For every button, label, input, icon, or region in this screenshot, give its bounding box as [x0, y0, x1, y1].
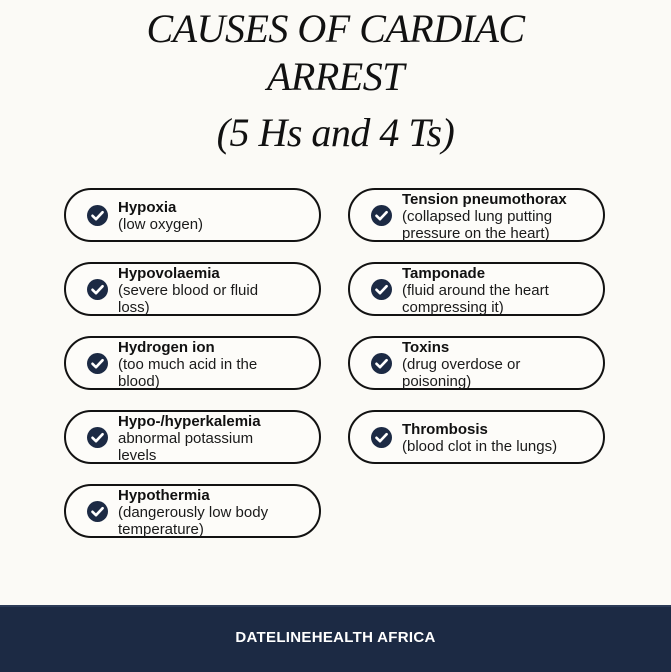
cause-text — [118, 487, 268, 538]
cause-description: (drug overdose or — [402, 356, 521, 373]
cause-description-cont: poisoning) — [402, 373, 472, 390]
cause-description: (severe blood or fluid — [118, 282, 259, 299]
footer-brand: DATELINEHEALTH AFRICA — [235, 629, 436, 646]
title-line-1: CAUSES OF CARDIAC — [146, 6, 525, 51]
cause-description-cont: loss) — [118, 299, 150, 316]
check-circle-icon — [87, 353, 108, 374]
cause-description: (dangerously low body — [118, 504, 269, 521]
check-circle-icon — [87, 427, 108, 448]
cause-item-hypovolaemia — [64, 262, 321, 316]
cause-text — [118, 265, 258, 316]
check-circle-icon — [371, 279, 392, 300]
title-line-3: (5 Hs and 4 Ts) — [216, 110, 455, 155]
cause-item-toxins — [348, 336, 605, 390]
cause-text — [118, 413, 261, 464]
cause-description-cont: temperature) — [118, 521, 204, 538]
cause-description: (blood clot in the lungs) — [402, 438, 558, 455]
cause-description-cont: blood) — [118, 373, 160, 390]
cause-description-cont: pressure on the heart) — [402, 225, 550, 242]
cause-text — [118, 199, 203, 233]
cause-heading: Hydrogen ion — [118, 339, 215, 356]
cause-text — [402, 339, 520, 390]
check-circle-icon — [87, 501, 108, 522]
cause-item-hypo-hyperkalemia — [64, 410, 321, 464]
cause-description: (low oxygen) — [118, 216, 204, 233]
footer-banner — [0, 605, 671, 672]
cause-text — [402, 191, 567, 242]
check-circle-icon — [87, 205, 108, 226]
cause-description-cont: levels — [118, 447, 157, 464]
check-circle-icon — [371, 353, 392, 374]
cause-item-hydrogen-ion — [64, 336, 321, 390]
cause-item-tension-pneumothorax — [348, 188, 605, 242]
cause-description: (too much acid in the — [118, 356, 258, 373]
cause-item-tamponade — [348, 262, 605, 316]
cause-text — [402, 421, 557, 455]
cause-text — [118, 339, 257, 390]
cause-description: (collapsed lung putting — [402, 208, 553, 225]
cause-heading: Tension pneumothorax — [402, 191, 567, 208]
cause-text — [402, 265, 549, 316]
check-circle-icon — [371, 427, 392, 448]
cause-heading: Hypo-/hyperkalemia — [118, 413, 261, 430]
cause-description: (fluid around the heart — [402, 282, 549, 299]
cause-description-cont: compressing it) — [402, 299, 504, 316]
cause-heading: Hypothermia — [118, 487, 210, 504]
title-line-2: ARREST — [267, 54, 404, 99]
cause-description: abnormal potassium — [118, 430, 254, 447]
cause-heading: Tamponade — [402, 265, 486, 282]
cause-item-hypothermia — [64, 484, 321, 538]
cause-heading: Hypovolaemia — [118, 265, 220, 282]
cause-heading: Toxins — [402, 339, 450, 356]
check-circle-icon — [87, 279, 108, 300]
cause-item-thrombosis — [348, 410, 605, 464]
cause-heading: Thrombosis — [402, 421, 488, 438]
cause-heading: Hypoxia — [118, 199, 177, 216]
cause-item-hypoxia — [64, 188, 321, 242]
check-circle-icon — [371, 205, 392, 226]
